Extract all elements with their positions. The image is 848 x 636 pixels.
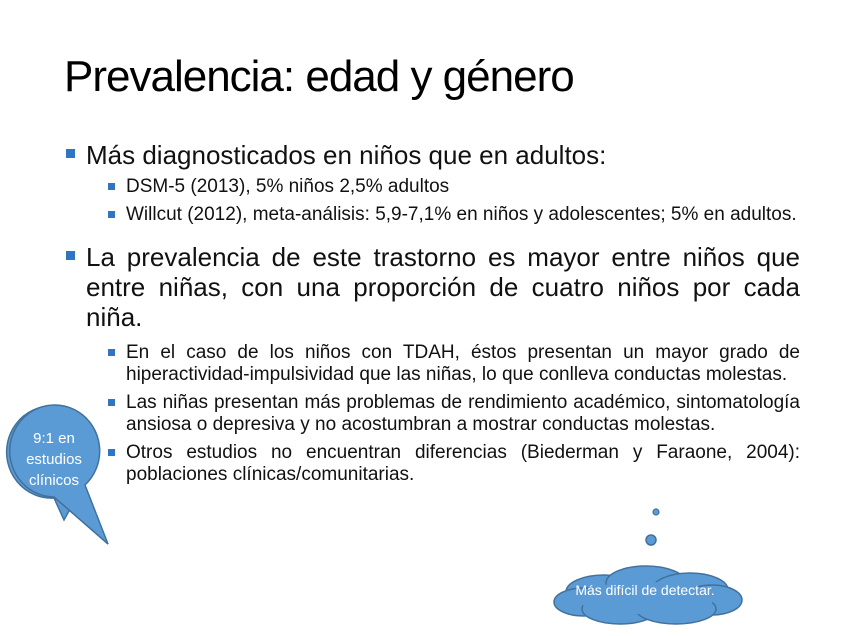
sub-bullet-text: Otros estudios no encuentran diferencias (Biederman y Faraone, 2004): poblaciones clínicas/comunitarias.	[126, 442, 800, 485]
callout-text: 9:1 en estudios clínicos	[26, 430, 82, 489]
cloud-bubble-small	[653, 509, 659, 515]
bullet-text: La prevalencia de este trastorno es mayor entre niños que entre niñas, con una proporción de cuatro niños por cada niña.	[86, 242, 800, 332]
bullet-text: Más diagnosticados en niños que en adultos:	[86, 140, 607, 170]
sub-bullet-text: En el caso de los niños con TDAH, éstos presentan un mayor grado de hiperactividad-impulsividad que las niñas, lo que conlleva conductas molestas.	[126, 342, 800, 385]
cloud-bubble-large	[646, 535, 656, 545]
slide-title: Prevalencia: edad y género	[64, 52, 574, 101]
sub-bullet-text: Willcut (2012), meta-análisis: 5,9-7,1% en niños y adolescentes; 5% en adultos.	[126, 204, 797, 225]
cloud-text: Más difícil de detectar.	[575, 582, 715, 598]
sub-bullet-text: Las niñas presentan más problemas de rendimiento académico, sintomatología ansiosa o depresiva y no acostumbran a mostrar conductas molestas.	[126, 392, 800, 435]
sub-bullet-text: DSM-5 (2013), 5% niños 2,5% adultos	[126, 176, 450, 197]
